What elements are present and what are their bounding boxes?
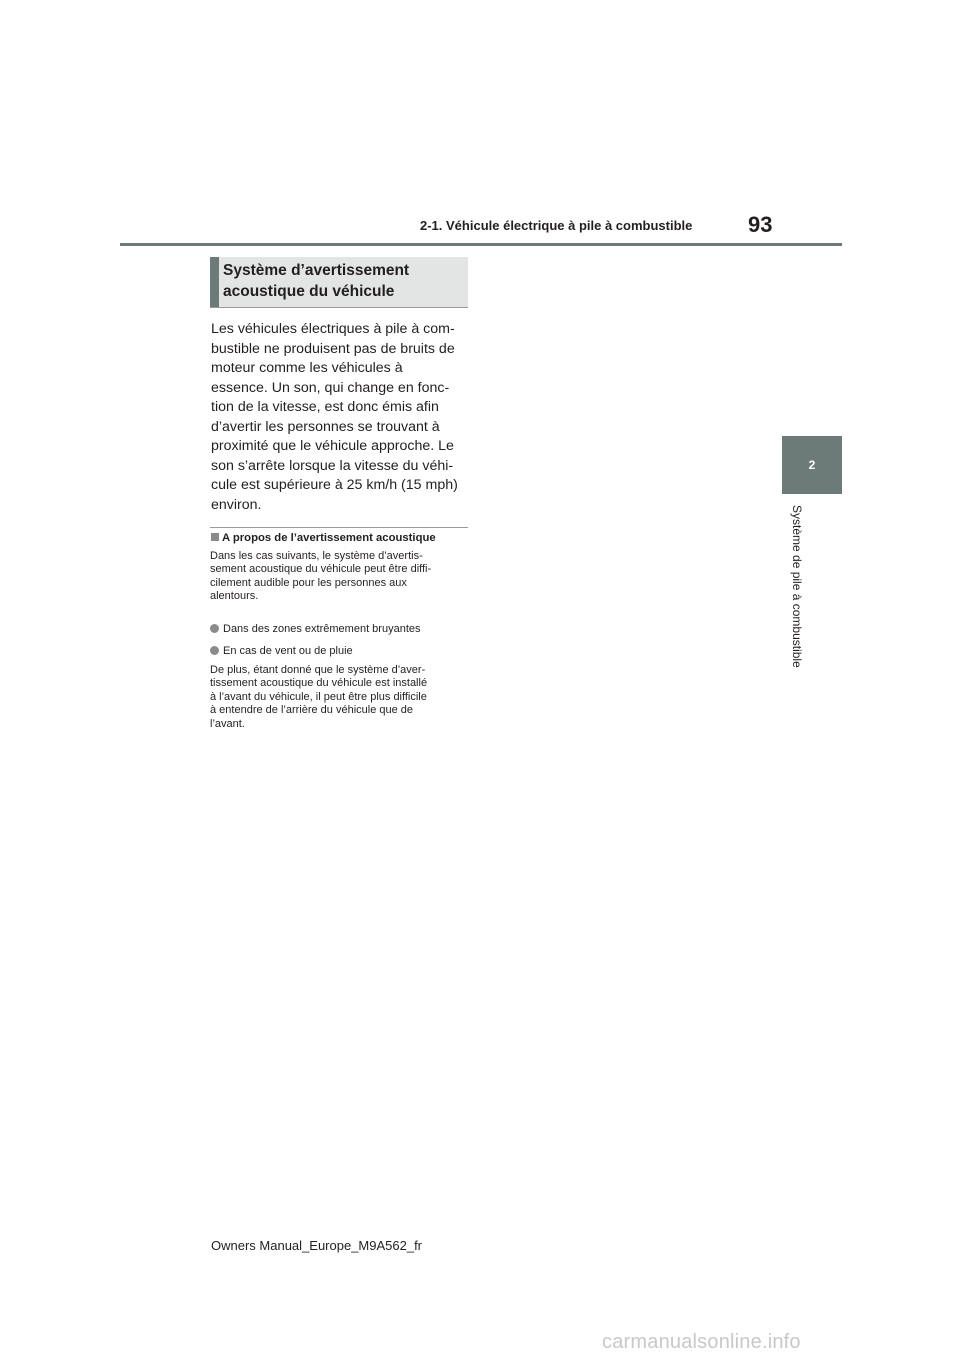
body-line: proximité que le véhicule approche. Le xyxy=(211,438,454,454)
info-heading-text: A propos de l’avertissement acoustique xyxy=(222,532,436,544)
info-line: sement acoustique du véhicule peut être diffi- xyxy=(210,563,432,576)
list-item xyxy=(210,623,472,636)
info-line: De plus, étant donné que le système d’aver- xyxy=(210,664,426,676)
section-heading-accent-bar xyxy=(210,257,219,307)
round-bullet-icon xyxy=(210,624,219,633)
list-item-text: Dans des zones extrêmement bruyantes xyxy=(223,623,421,635)
chapter-side-label: Système de pile à combustible xyxy=(790,505,804,668)
round-bullet-icon xyxy=(210,646,219,655)
body-line: essence. Un son, qui change en fonc- xyxy=(211,379,450,396)
body-line: Les véhicules électriques à pile à com- xyxy=(211,321,455,337)
body-line: bustible ne produisent pas de bruits de xyxy=(211,340,455,357)
body-line: environ. xyxy=(211,496,262,513)
info-outro-text xyxy=(210,664,472,731)
list-item-text: En cas de vent ou de pluie xyxy=(223,645,353,657)
footer-manual-id: Owners Manual_Europe_M9A562_fr xyxy=(211,1238,423,1253)
watermark: carmanualsonline.info xyxy=(602,1331,801,1353)
body-line: cule est supérieure à 25 km/h (15 mph) xyxy=(211,477,458,493)
info-intro-text xyxy=(210,550,472,604)
info-line: cilement audible pour les personnes aux xyxy=(210,576,407,589)
section-heading-line: acoustique du véhicule xyxy=(223,283,395,300)
info-line: à l’avant du véhicule, il peut être plus difficile xyxy=(210,690,427,703)
info-line: alentours. xyxy=(210,590,259,603)
info-heading xyxy=(211,532,473,544)
info-line: à entendre de l’arrière du véhicule que de xyxy=(210,704,414,717)
section-heading-box xyxy=(210,257,468,308)
header-divider xyxy=(120,243,842,246)
info-line: Dans les cas suivants, le système d’avertis- xyxy=(210,550,423,562)
body-line: d’avertir les personnes se trouvant à xyxy=(211,418,440,435)
info-divider xyxy=(210,527,468,528)
body-line: tion de la vitesse, est donc émis afin xyxy=(211,399,439,415)
info-line: tissement acoustique du véhicule est installé xyxy=(210,677,428,690)
section-heading xyxy=(223,260,463,302)
body-line: moteur comme les véhicules à xyxy=(211,360,403,376)
chapter-number: 2 xyxy=(808,458,816,472)
section-heading-line: Système d’avertissement xyxy=(223,262,410,279)
section-body-text xyxy=(211,320,469,515)
square-bullet-icon xyxy=(211,533,219,541)
list-item xyxy=(210,645,472,658)
info-line: l’avant. xyxy=(210,717,245,730)
chapter-tab xyxy=(782,436,842,494)
body-line: son s’arrête lorsque la vitesse du véhi- xyxy=(211,457,454,474)
page-number: 93 xyxy=(748,212,773,237)
running-header-section-title: 2-1. Véhicule électrique à pile à combustible xyxy=(420,218,693,233)
